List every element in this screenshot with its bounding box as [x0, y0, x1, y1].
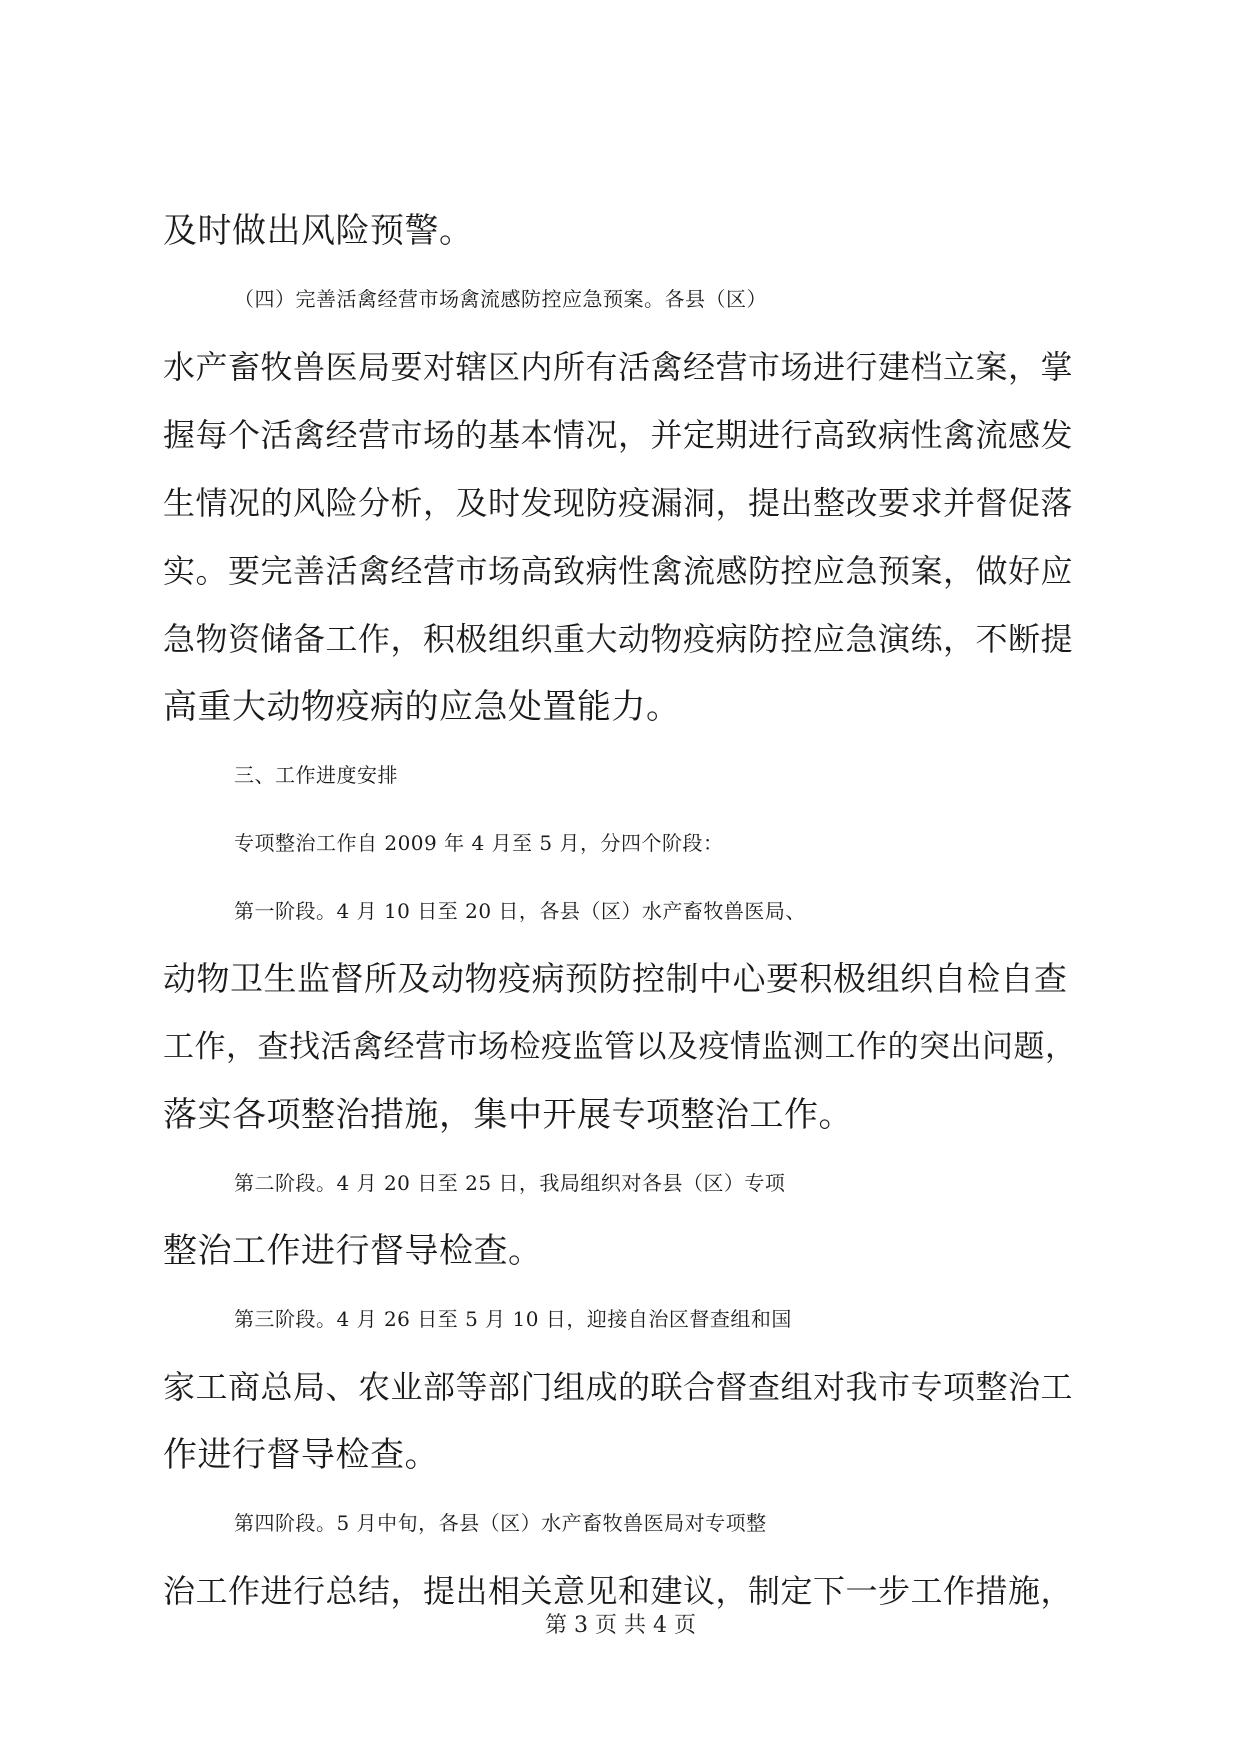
text-line-3: 水产畜牧兽医局要对辖区内所有活禽经营市场进行建档立案，掌: [163, 348, 1074, 386]
text-line-5: 生情况的风险分析，及时发现防疫漏洞，提出整改要求并督促落: [163, 484, 1074, 522]
text-line-13: 工作，查找活禽经营市场检疫监管以及疫情监测工作的突出问题，: [163, 1029, 1077, 1065]
text-line-19: 作进行督导检查。: [163, 1435, 439, 1475]
text-line-10: 专项整治工作自 2009 年 4 月至 5 月，分四个阶段：: [234, 831, 724, 855]
text-line-15: 第二阶段。4 月 20 日至 25 日，我局组织对各县（区）专项: [234, 1171, 786, 1195]
text-line-21: 治工作进行总结，提出相关意见和建议，制定下一步工作措施，: [163, 1572, 1074, 1610]
text-line-1: 及时做出风险预警。: [163, 211, 474, 251]
text-line-14: 落实各项整治措施，集中开展专项整治工作。: [163, 1095, 853, 1135]
text-line-12: 动物卫生监督所及动物疫病预防控制中心要积极组织自检自查: [163, 959, 1068, 998]
text-line-18: 家工商总局、农业部等部门组成的联合督查组对我市专项整治工: [163, 1368, 1074, 1406]
text-line-8: 高重大动物疫病的应急处置能力。: [163, 687, 681, 727]
text-line-7: 急物资储备工作，积极组织重大动物疫病防控应急演练，不断提: [163, 620, 1074, 658]
text-line-6: 实。要完善活禽经营市场高致病性禽流感防控应急预案，做好应: [163, 552, 1074, 590]
text-line-16: 整治工作进行督导检查。: [163, 1231, 543, 1271]
text-line-4: 握每个活禽经营市场的基本情况，并定期进行高致病性禽流感发: [163, 416, 1074, 454]
section-heading: 三、工作进度安排: [234, 763, 398, 787]
page-number-footer: 第 3 页 共 4 页: [545, 1613, 696, 1638]
text-line-17: 第三阶段。4 月 26 日至 5 月 10 日，迎接自治区督查组和国: [234, 1307, 792, 1331]
text-line-20: 第四阶段。5 月中旬，各县（区）水产畜牧兽医局对专项整: [234, 1511, 767, 1535]
text-line-2: （四）完善活禽经营市场禽流感防控应急预案。各县（区）: [234, 287, 767, 311]
text-line-11: 第一阶段。4 月 10 日至 20 日，各县（区）水产畜牧兽医局、: [234, 899, 806, 923]
